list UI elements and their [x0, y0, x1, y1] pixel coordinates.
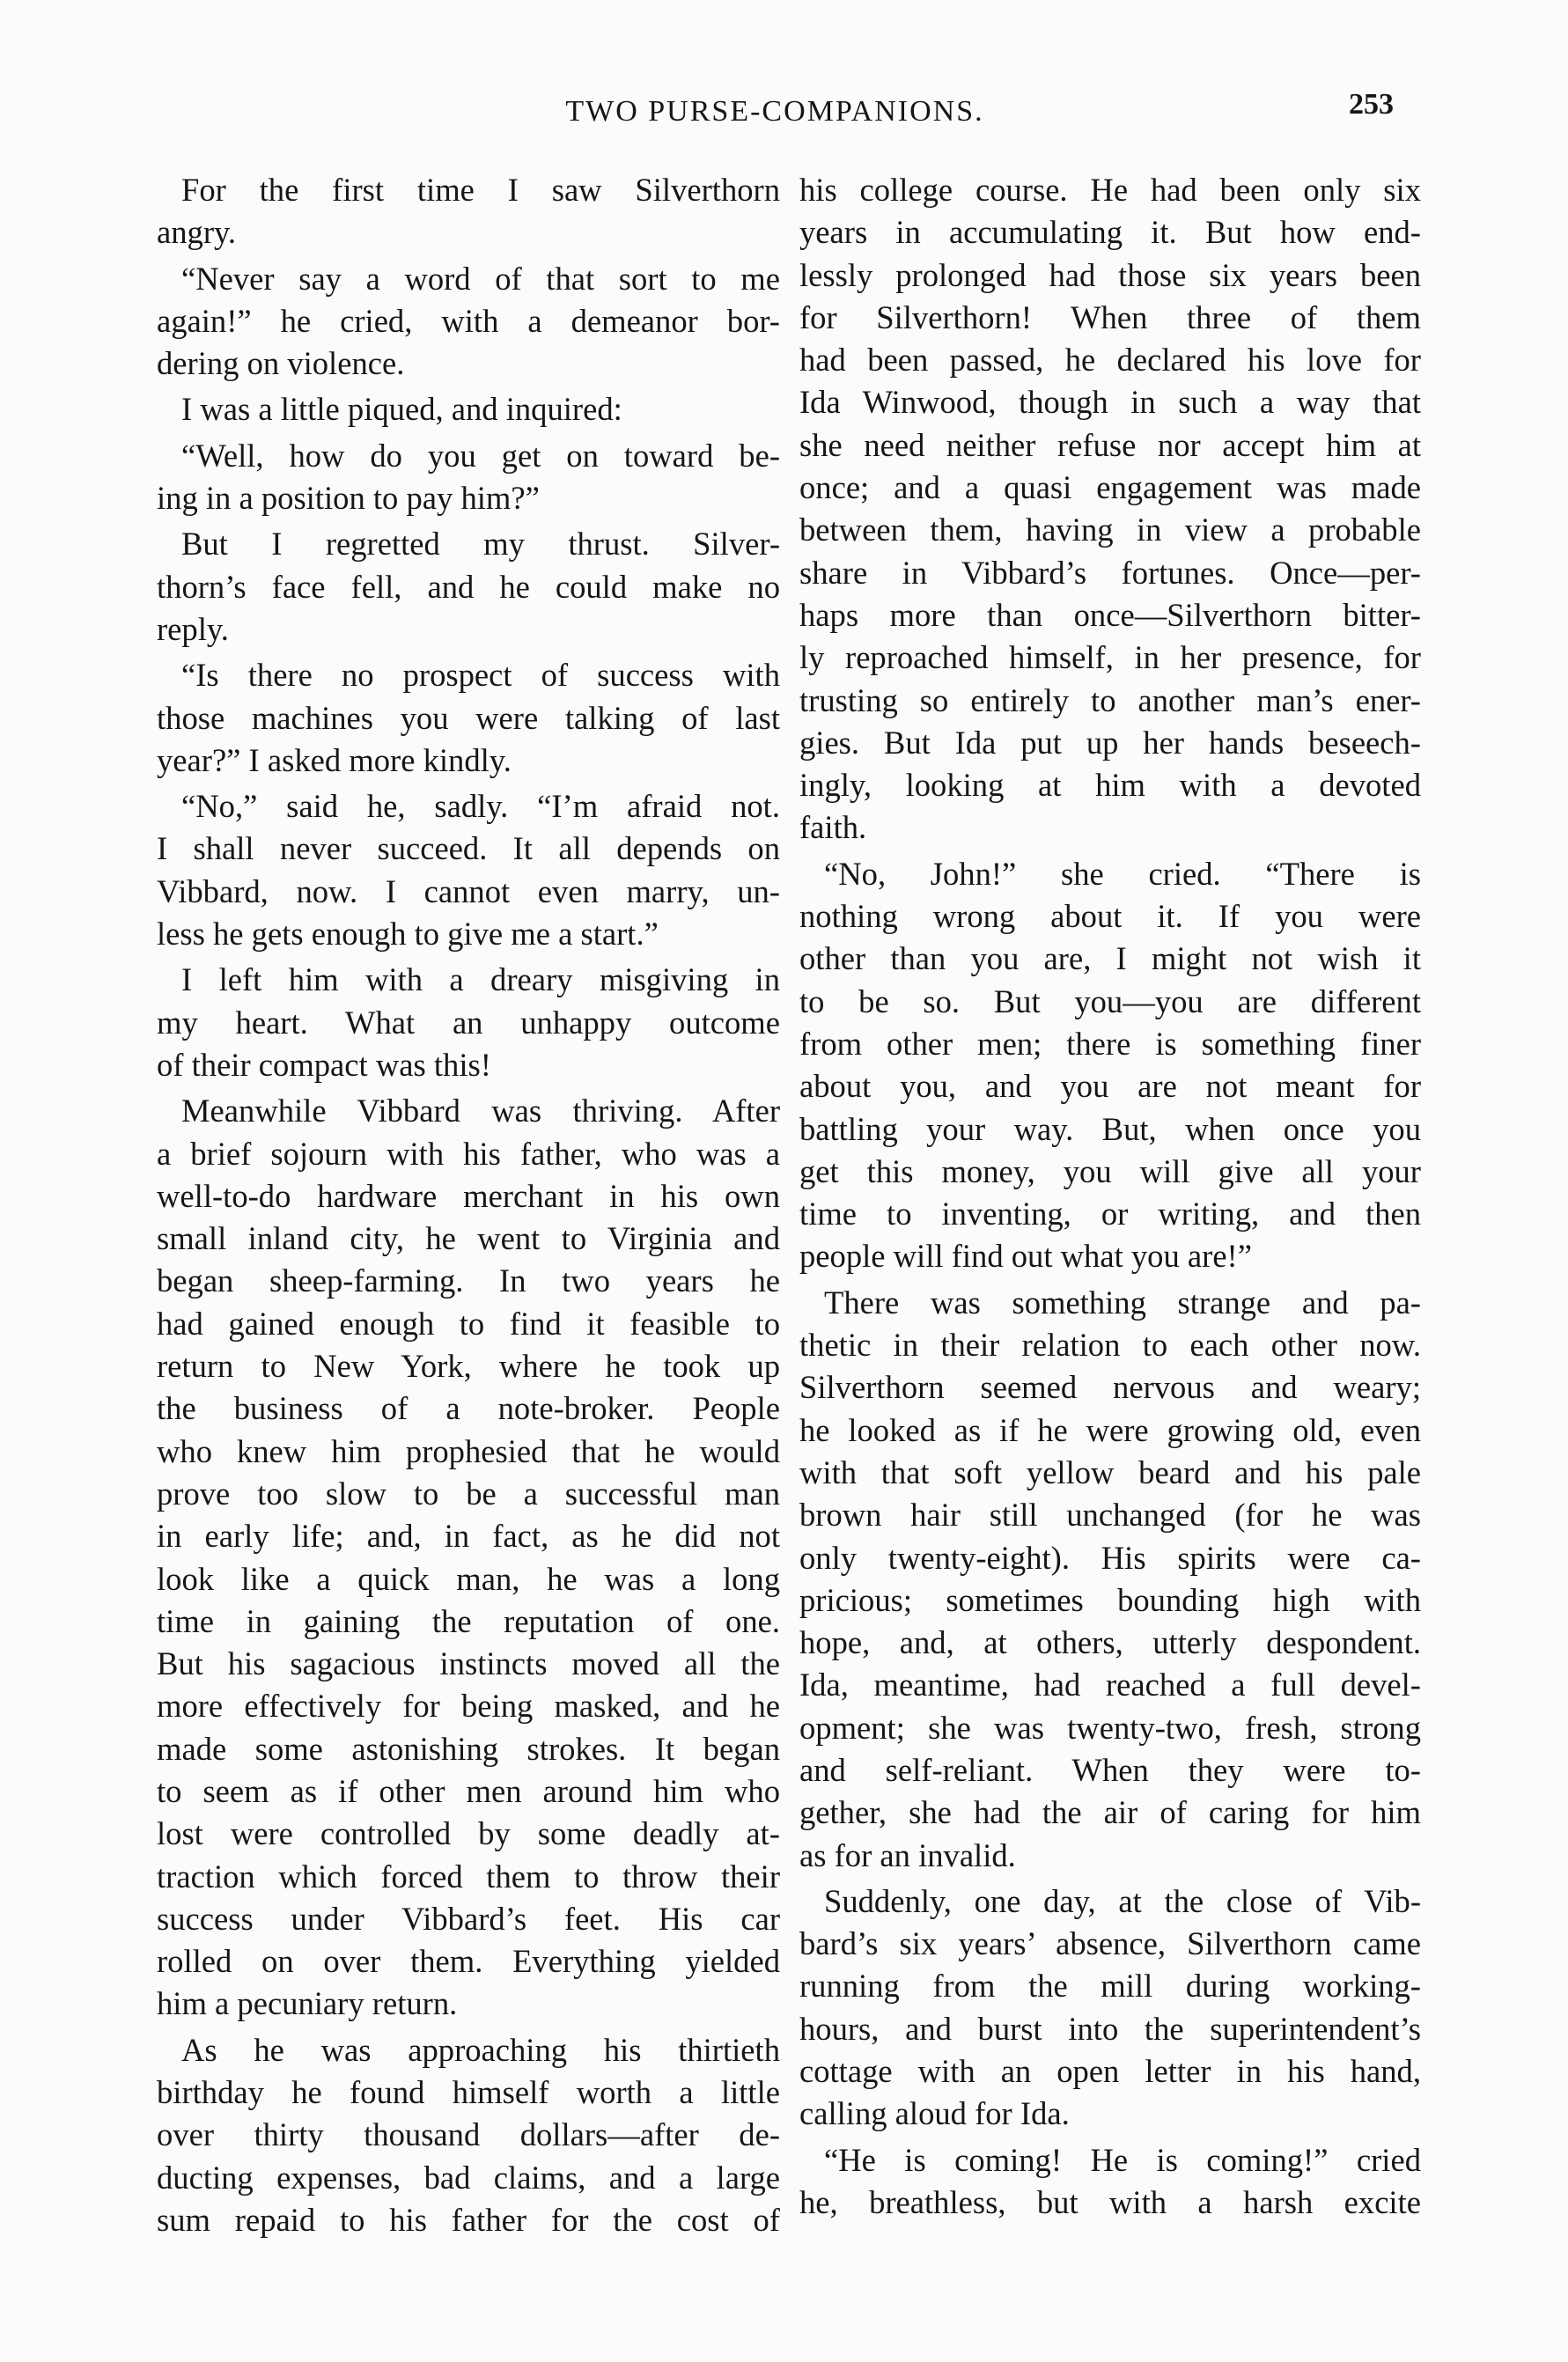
- text-line: reply.: [157, 610, 229, 647]
- paragraph: [157, 959, 780, 1086]
- text-line: again!” he cried, with a demeanor bor-: [157, 302, 780, 339]
- text-line: ing in a position to pay him?”: [157, 480, 540, 517]
- text-line: between them, having in view a probable: [799, 511, 1421, 548]
- text-line: in early life; and, in fact, as he did not: [157, 1518, 780, 1555]
- text-line: “Well, how do you get on toward be-: [181, 437, 780, 474]
- text-line: less he gets enough to give me a start.”: [157, 916, 659, 953]
- text-line: cottage with an open letter in his hand,: [799, 2053, 1421, 2090]
- text-line: Meanwhile Vibbard was thriving. After: [181, 1093, 780, 1129]
- paragraph: [157, 169, 780, 254]
- text-line: as for an invalid.: [799, 1836, 1016, 1873]
- paragraph: [799, 1880, 1421, 2136]
- text-line: hope, and, at others, utterly despondent.: [799, 1624, 1421, 1661]
- text-line: angry.: [157, 214, 237, 251]
- text-line: thetic in their relation to each other now.: [799, 1327, 1421, 1364]
- text-line: from other men; there is something finer: [799, 1025, 1421, 1062]
- text-line: only twenty-eight). His spirits were ca-: [799, 1539, 1421, 1576]
- text-line: sum repaid to his father for the cost of: [157, 2201, 780, 2238]
- text-line: other than you are, I might not wish it: [799, 940, 1421, 977]
- text-line: But I regretted my thrust. Silver-: [181, 526, 780, 563]
- paragraph: [157, 523, 780, 651]
- paragraph: [157, 1090, 780, 2026]
- text-line: look like a quick man, he was a long: [157, 1560, 780, 1597]
- text-line: get this money, you will give all your: [799, 1152, 1421, 1189]
- text-line: time in gaining the reputation of one.: [157, 1602, 780, 1639]
- text-line: small inland city, he went to Virginia and: [157, 1220, 780, 1257]
- text-line: faith.: [799, 809, 867, 846]
- paragraph: [799, 2139, 1421, 2225]
- text-line: of their compact was this!: [157, 1046, 491, 1083]
- paragraph: [157, 258, 780, 386]
- text-line: people will find out what you are!”: [799, 1238, 1252, 1275]
- text-line: Ida, meantime, had reached a full devel-: [799, 1667, 1421, 1703]
- text-line: opment; she was twenty-two, fresh, strong: [799, 1709, 1421, 1746]
- text-line: who knew him prophesied that he would: [157, 1432, 780, 1469]
- text-line: to be so. But you—you are different: [799, 982, 1421, 1019]
- text-line: traction which forced them to throw their: [157, 1858, 780, 1895]
- text-line: trusting so entirely to another man’s ener-: [799, 681, 1421, 718]
- text-line: As he was approaching his thirtieth: [181, 2031, 780, 2068]
- text-line: For the first time I saw Silverthorn: [181, 172, 780, 208]
- text-line: share in Vibbard’s fortunes. Once—per-: [799, 554, 1421, 591]
- paragraph: [157, 2029, 780, 2241]
- text-line: prove too slow to be a successful man: [157, 1475, 780, 1512]
- text-line: lessly prolonged had those six years been: [799, 256, 1421, 293]
- text-line: dering on violence.: [157, 345, 405, 382]
- text-line: began sheep-farming. In two years he: [157, 1262, 780, 1299]
- text-line: I left him with a dreary misgiving in: [181, 961, 780, 998]
- text-line: haps more than once—Silverthorn bitter-: [799, 596, 1421, 633]
- left-column: [157, 169, 780, 2241]
- text-line: made some astonishing strokes. It began: [157, 1730, 780, 1767]
- text-line: “Never say a word of that sort to me: [181, 260, 780, 297]
- text-line: to seem as if other men around him who: [157, 1772, 780, 1809]
- text-line: Vibbard, now. I cannot even marry, un-: [157, 872, 780, 909]
- right-column: [799, 169, 1421, 2224]
- text-line: pricious; sometimes bounding high with: [799, 1581, 1421, 1618]
- text-line: rolled on over them. Everything yielded: [157, 1943, 780, 1980]
- text-line: ducting expenses, bad claims, and a large: [157, 2159, 780, 2196]
- text-line: Suddenly, one day, at the close of Vib-: [824, 1882, 1421, 1919]
- text-line: had been passed, he declared his love for: [799, 342, 1421, 379]
- text-line: Ida Winwood, though in such a way that: [799, 384, 1421, 421]
- text-line: the business of a note-broker. People: [157, 1390, 780, 1427]
- paragraph: [157, 785, 780, 955]
- text-line: lost were controlled by some deadly at-: [157, 1815, 780, 1852]
- paragraph: [157, 388, 780, 430]
- text-line: return to New York, where he took up: [157, 1348, 780, 1385]
- text-line: thorn’s face fell, and he could make no: [157, 568, 780, 605]
- text-line: once; and a quasi engagement was made: [799, 469, 1421, 506]
- text-line: calling aloud for Ida.: [799, 2095, 1070, 2132]
- text-line: with that soft yellow beard and his pale: [799, 1453, 1421, 1490]
- text-line: he, breathless, but with a harsh excite: [799, 2183, 1421, 2220]
- text-line: “He is coming! He is coming!” cried: [824, 2141, 1421, 2178]
- text-line: years in accumulating it. But how end-: [799, 214, 1421, 251]
- text-line: ly reproached himself, in her presence, for: [799, 639, 1421, 676]
- text-line: about you, and you are not meant for: [799, 1068, 1421, 1105]
- text-line: my heart. What an unhappy outcome: [157, 1004, 780, 1041]
- text-line: battling your way. But, when once you: [799, 1110, 1421, 1147]
- text-line: and self-reliant. When they were to-: [799, 1751, 1421, 1788]
- text-line: had gained enough to find it feasible to: [157, 1305, 780, 1342]
- text-line: over thirty thousand dollars—after de-: [157, 2116, 780, 2153]
- text-line: brown hair still unchanged (for he was: [799, 1497, 1421, 1534]
- text-line: “No,” said he, sadly. “I’m afraid not.: [181, 788, 780, 825]
- text-line: Silverthorn seemed nervous and weary;: [799, 1369, 1421, 1406]
- text-line: year?” I asked more kindly.: [157, 741, 512, 778]
- text-line: time to inventing, or writing, and then: [799, 1196, 1421, 1233]
- text-line: “No, John!” she cried. “There is: [824, 855, 1421, 892]
- text-line: well-to-do hardware merchant in his own: [157, 1177, 780, 1214]
- text-line: for Silverthorn! When three of them: [799, 298, 1421, 335]
- paragraph: [799, 1282, 1421, 1877]
- text-line: running from the mill during working-: [799, 1968, 1421, 2005]
- text-line: birthday he found himself worth a little: [157, 2074, 780, 2111]
- text-line: success under Vibbard’s feet. His car: [157, 1900, 780, 1937]
- text-line: ingly, looking at him with a devoted: [799, 767, 1421, 804]
- paragraph: [157, 435, 780, 520]
- text-line: gether, she had the air of caring for him: [799, 1794, 1421, 1831]
- text-line: more effectively for being masked, and he: [157, 1688, 780, 1725]
- page-number: 253: [1349, 88, 1394, 121]
- text-line: him a pecuniary return.: [157, 1985, 458, 2022]
- text-line: gies. But Ida put up her hands beseech-: [799, 724, 1421, 761]
- text-line: a brief sojourn with his father, who was a: [157, 1135, 780, 1172]
- text-line: she need neither refuse nor accept him at: [799, 426, 1421, 463]
- paragraph: [157, 654, 780, 782]
- text-line: those machines you were talking of last: [157, 699, 780, 736]
- text-line: he looked as if he were growing old, even: [799, 1411, 1421, 1448]
- text-line: hours, and burst into the superintendent’s: [799, 2010, 1421, 2047]
- text-line: I was a little piqued, and inquired:: [181, 391, 622, 428]
- text-line: There was something strange and pa-: [824, 1284, 1421, 1321]
- paragraph: [799, 853, 1421, 1278]
- text-line: I shall never succeed. It all depends on: [157, 830, 780, 867]
- text-line: bard’s six years’ absence, Silverthorn came: [799, 1925, 1421, 1962]
- running-title: TWO PURSE-COMPANIONS.: [565, 95, 984, 128]
- paragraph: [799, 169, 1421, 850]
- text-line: But his sagacious instincts moved all the: [157, 1645, 780, 1682]
- text-line: his college course. He had been only six: [799, 172, 1421, 208]
- text-line: “Is there no prospect of success with: [181, 657, 780, 694]
- text-line: nothing wrong about it. If you were: [799, 898, 1421, 935]
